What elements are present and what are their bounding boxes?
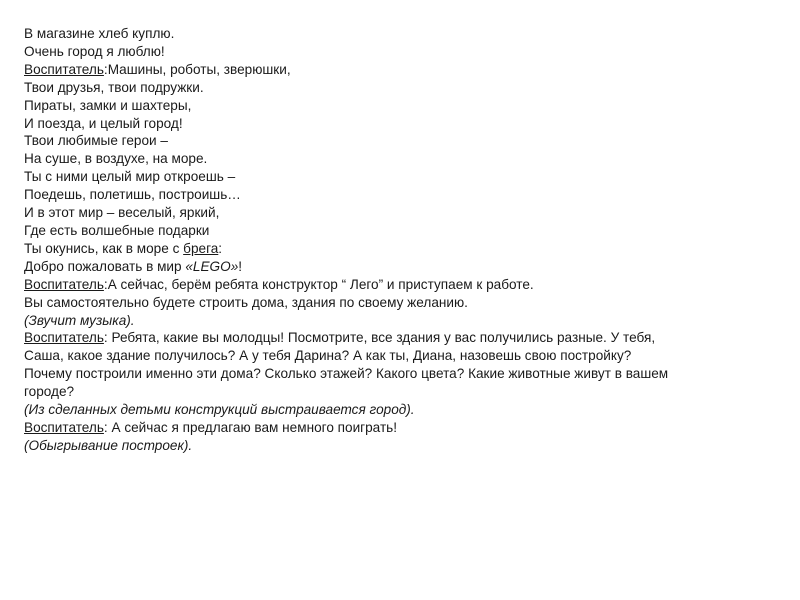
document-text bbox=[24, 25, 780, 455]
teacher-line bbox=[24, 61, 780, 79]
teacher-line bbox=[24, 329, 754, 347]
speaker-label: Воспитатель bbox=[24, 419, 104, 435]
text-line: Почему построили именно эти дома? Сколько этажей? Какого цвета? Какие животные живут в вашем bbox=[24, 366, 669, 382]
poem-line bbox=[24, 258, 780, 276]
poem-line: На суше, в воздухе, на море. bbox=[24, 151, 208, 167]
lego-word: «LEGO» bbox=[185, 258, 239, 274]
brega-word: брега bbox=[183, 240, 219, 256]
text-line: Саша, какое здание получилось? А у тебя Дарина? А как ты, Диана, назовешь свою постройку? bbox=[24, 348, 632, 364]
poem-line: Ты с ними целый мир откроешь – bbox=[24, 169, 236, 185]
line-text: ! bbox=[238, 258, 243, 274]
poem-line: И поезда, и целый город! bbox=[24, 115, 183, 131]
text-line: городе? bbox=[24, 384, 75, 400]
poem-line: Твои друзья, твои подружки. bbox=[24, 79, 204, 95]
speech-text: :Машины, роботы, зверюшки, bbox=[103, 61, 291, 77]
poem-line: Поедешь, полетишь, построишь… bbox=[24, 187, 241, 203]
speech-text: :А сейчас, берём ребята конструктор “ Лего” и приступаем к работе. bbox=[103, 276, 534, 292]
teacher-line bbox=[24, 419, 780, 437]
stage-remark: (Из сделанных детьми конструкций выстраивается город). bbox=[24, 402, 415, 418]
speaker-label: Воспитатель bbox=[24, 61, 104, 77]
poem-line: В магазине хлеб куплю. bbox=[24, 26, 175, 41]
poem-line: И в этот мир – веселый, яркий, bbox=[24, 205, 220, 221]
line-text: Добро пожаловать в мир bbox=[24, 258, 186, 274]
poem-line: Пираты, замки и шахтеры, bbox=[24, 97, 192, 113]
line-text: Ты окунись, как в море с bbox=[24, 240, 184, 256]
stage-remark: (Обыгрывание построек). bbox=[24, 437, 193, 453]
text-line: Вы самостоятельно будете строить дома, здания по своему желанию. bbox=[24, 294, 468, 310]
poem-line: Твои любимые герои – bbox=[24, 133, 168, 149]
poem-line: Очень город я люблю! bbox=[24, 43, 165, 59]
speech-text: : Ребята, какие вы молодцы! Посмотрите, все здания у вас получились разные. У тебя, bbox=[103, 330, 656, 346]
poem-line bbox=[24, 240, 780, 258]
line-text: : bbox=[218, 240, 223, 256]
speaker-label: Воспитатель bbox=[24, 276, 104, 292]
poem-line: Где есть волшебные подарки bbox=[24, 222, 210, 238]
speaker-label: Воспитатель bbox=[24, 330, 104, 346]
speech-text: : А сейчас я предлагаю вам немного поиграть! bbox=[103, 419, 398, 435]
teacher-line bbox=[24, 276, 780, 294]
stage-remark: (Звучит музыка). bbox=[24, 312, 135, 328]
